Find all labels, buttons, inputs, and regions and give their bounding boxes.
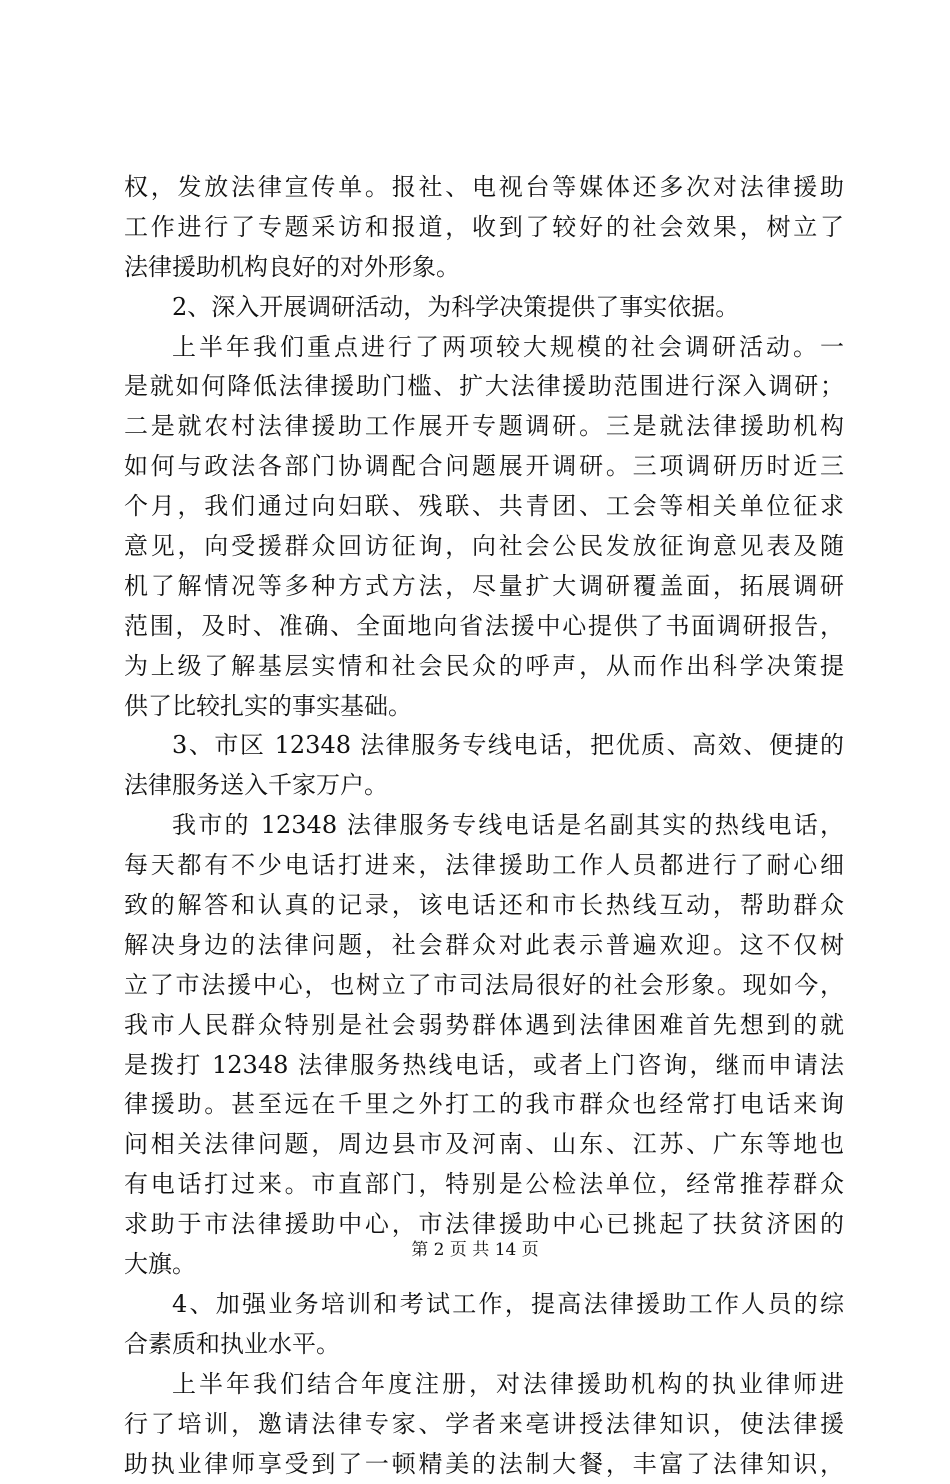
text-line: 法律援助机构良好的对外形象。: [124, 248, 844, 288]
page-footer: 第 2 页 共 14 页: [0, 1238, 950, 1262]
text-line: 为上级了解基层实情和社会民众的呼声，从而作出科学决策提: [124, 647, 844, 687]
text-line: 是拨打 12348 法律服务热线电话，或者上门咨询，继而申请法: [124, 1046, 844, 1086]
text-line: 供了比较扎实的事实基础。: [124, 687, 844, 727]
section-heading: 3、市区 12348 法律服务专线电话，把优质、高效、便捷的: [124, 726, 844, 766]
text-line: 个月，我们通过向妇联、残联、共青团、工会等相关单位征求: [124, 487, 844, 527]
section-heading: 2、深入开展调研活动，为科学决策提供了事实依据。: [124, 288, 844, 328]
text-line: 律援助。甚至远在千里之外打工的我市群众也经常打电话来询: [124, 1085, 844, 1125]
text-line: 大旗。: [124, 1245, 844, 1285]
text-line: 立了市法援中心，也树立了市司法局很好的社会形象。现如今，: [124, 966, 844, 1006]
text-line: 有电话打过来。市直部门，特别是公检法单位，经常推荐群众: [124, 1165, 844, 1205]
text-line: 致的解答和认真的记录，该电话还和市长热线互动，帮助群众: [124, 886, 844, 926]
body-text: [124, 168, 844, 1484]
text-line: 机了解情况等多种方式方法，尽量扩大调研覆盖面，拓展调研: [124, 567, 844, 607]
text-line: 范围，及时、准确、全面地向省法援中心提供了书面调研报告，: [124, 607, 844, 647]
text-line: 行了培训，邀请法律专家、学者来亳讲授法律知识，使法律援: [124, 1405, 844, 1445]
text-line: 权，发放法律宣传单。报社、电视台等媒体还多次对法律援助: [124, 168, 844, 208]
text-line: 意见，向受援群众回访征询，向社会公民发放征询意见表及随: [124, 527, 844, 567]
text-line: 我市的 12348 法律服务专线电话是名副其实的热线电话，: [124, 806, 844, 846]
text-line: 解决身边的法律问题，社会群众对此表示普遍欢迎。这不仅树: [124, 926, 844, 966]
text-line: 求助于市法律援助中心，市法律援助中心已挑起了扶贫济困的: [124, 1205, 844, 1245]
text-line: 如何与政法各部门协调配合问题展开调研。三项调研历时近三: [124, 447, 844, 487]
text-line: 我市人民群众特别是社会弱势群体遇到法律困难首先想到的就: [124, 1006, 844, 1046]
text-line: 上半年我们结合年度注册，对法律援助机构的执业律师进: [124, 1365, 844, 1405]
text-line: 每天都有不少电话打进来，法律援助工作人员都进行了耐心细: [124, 846, 844, 886]
section-heading: 合素质和执业水平。: [124, 1325, 844, 1365]
text-line: 二是就农村法律援助工作展开专题调研。三是就法律援助机构: [124, 407, 844, 447]
text-line: 助执业律师享受到了一顿精美的法制大餐，丰富了法律知识，: [124, 1445, 844, 1484]
text-line: 工作进行了专题采访和报道，收到了较好的社会效果，树立了: [124, 208, 844, 248]
section-heading: 4、加强业务培训和考试工作，提高法律援助工作人员的综: [124, 1285, 844, 1325]
section-heading: 法律服务送入千家万户。: [124, 766, 844, 806]
text-line: 上半年我们重点进行了两项较大规模的社会调研活动。一: [124, 328, 844, 368]
text-line: 问相关法律问题，周边县市及河南、山东、江苏、广东等地也: [124, 1125, 844, 1165]
text-line: 是就如何降低法律援助门槛、扩大法律援助范围进行深入调研；: [124, 367, 844, 407]
